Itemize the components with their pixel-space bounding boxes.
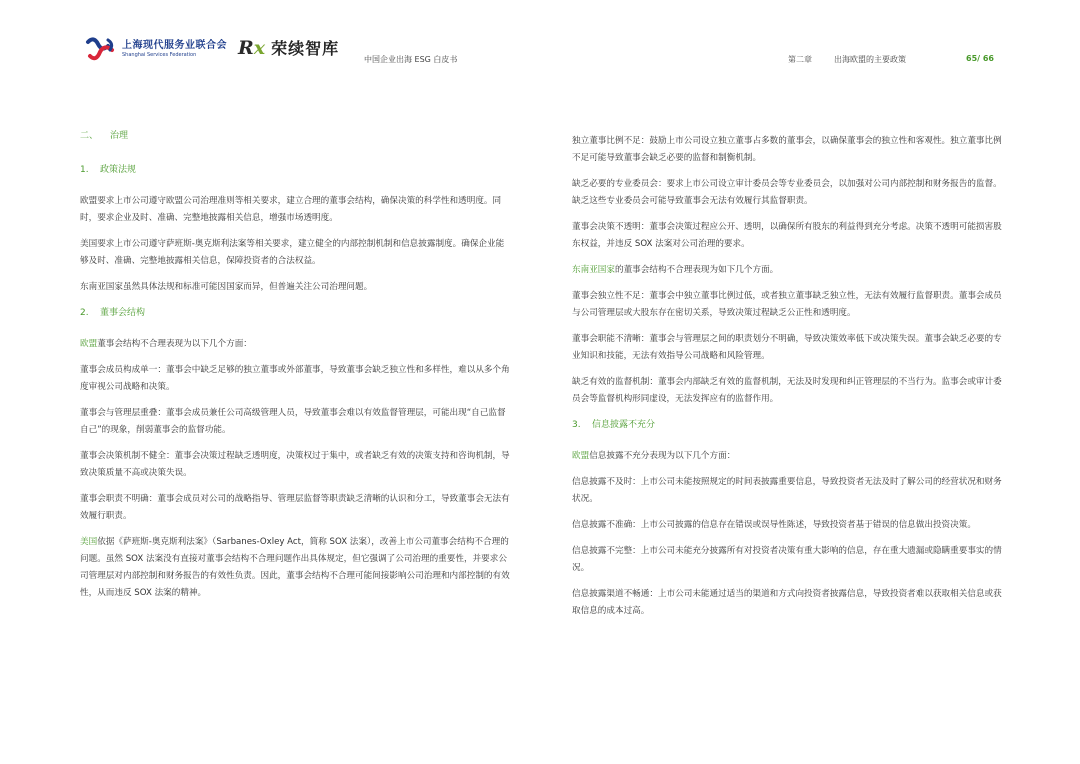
highlight-term: 欧盟 <box>572 451 590 461</box>
federation-name-en: Shanghai Services Federation <box>122 51 197 58</box>
left-column <box>80 128 512 611</box>
section-title: 治理 <box>110 131 129 141</box>
subsection-title: 政策法规 <box>100 165 137 175</box>
paragraph: 欧盟要求上市公司遵守欧盟公司治理准则等相关要求，建立合理的董事会结构，确保决策的科学性和透明度。同时，要求企业及时、准确、完整地披露相关信息，增强市场透明度。 <box>80 196 502 223</box>
federation-logo <box>84 36 227 62</box>
page-header <box>0 0 1080 80</box>
paragraph: 信息披露不准确：上市公司披露的信息存在错误或误导性陈述，导致投资者基于错误的信息做出投资决策。 <box>572 520 976 530</box>
right-column <box>572 133 1004 629</box>
paragraph: 缺乏有效的监督机制：董事会内部缺乏有效的监督机制，无法及时发现和纠正管理层的不当行为。监事会或审计委员会等监督机构形同虚设，无法发挥应有的监督作用。 <box>572 377 1002 404</box>
subsection-title: 董事会结构 <box>100 308 146 318</box>
subsection-title: 信息披露不充分 <box>592 420 656 430</box>
subsection-heading-board <box>80 305 512 322</box>
paragraph: 欧盟董事会结构不合理表现为以下几个方面： <box>80 339 252 349</box>
paragraph: 信息披露不完整：上市公司未能充分披露所有对投资者决策有重大影响的信息，存在重大遗漏或隐瞒重要事实的情况。 <box>572 546 1002 573</box>
paragraph: 董事会决策不透明：董事会决策过程应公开、透明，以确保所有股东的利益得到充分考虑。决策不透明可能损害股东权益，并违反 SOX 法案对公司治理的要求。 <box>572 222 1002 249</box>
paragraph: 信息披露渠道不畅通：上市公司未能通过适当的渠道和方式向投资者披露信息，导致投资者难以获取相关信息或获取信息的成本过高。 <box>572 589 1002 616</box>
page-number: 65/ 66 <box>966 54 994 63</box>
paragraph: 董事会职能不清晰：董事会与管理层之间的职责划分不明确，导致决策效率低下或决策失误。董事会缺乏必要的专业知识和技能，无法有效指导公司战略和风险管理。 <box>572 334 1002 361</box>
subsection-number: 1. <box>80 165 89 175</box>
paragraph: 董事会成员构成单一：董事会中缺乏足够的独立董事或外部董事，导致董事会缺乏独立性和多样性，难以从多个角度审视公司战略和决策。 <box>80 365 510 392</box>
paragraph: 欧盟信息披露不充分表现为以下几个方面： <box>572 451 736 461</box>
brand-name: 荣续智库 <box>271 39 340 58</box>
subsection-number: 3. <box>572 420 581 430</box>
section-heading <box>80 128 512 145</box>
paragraph: 东南亚国家虽然具体法规和标准可能因国家而异，但普遍关注公司治理问题。 <box>80 282 373 292</box>
paragraph: 董事会独立性不足：董事会中独立董事比例过低，或者独立董事缺乏独立性，无法有效履行监督职责。董事会成员与公司管理层或大股东存在密切关系，导致决策过程缺乏公正性和透明度。 <box>572 291 1002 318</box>
paragraph: 独立董事比例不足：鼓励上市公司设立独立董事占多数的董事会，以确保董事会的独立性和客观性。独立董事比例不足可能导致董事会缺乏必要的监督和制衡机制。 <box>572 136 1002 163</box>
chapter-label: 第二章 <box>788 55 812 64</box>
section-number: 二、 <box>80 131 99 141</box>
paragraph: 信息披露不及时：上市公司未能按照规定的时间表披露重要信息，导致投资者无法及时了解公司的经营状况和财务状况。 <box>572 477 1002 504</box>
document-title: 中国企业出海 ESG 白皮书 <box>364 55 458 64</box>
paragraph: 董事会职责不明确：董事会成员对公司的战略指导、管理层监督等职责缺乏清晰的认识和分工，导致董事会无法有效履行职责。 <box>80 494 510 521</box>
chapter-name: 出海欧盟的主要政策 <box>834 55 906 64</box>
brand-logo <box>238 36 339 59</box>
highlight-term: 欧盟 <box>80 339 98 349</box>
paragraph: 美国要求上市公司遵守萨班斯-奥克斯利法案等相关要求，建立健全的内部控制机制和信息披露制度。确保企业能够及时、准确、完整地披露相关信息，保障投资者的合法权益。 <box>80 239 505 266</box>
subsection-heading-policy <box>80 162 512 179</box>
brand-mark: Rx <box>238 36 266 59</box>
highlight-term: 东南亚国家 <box>572 265 615 275</box>
paragraph: 东南亚国家的董事会结构不合理表现为如下几个方面。 <box>572 265 779 275</box>
subsection-number: 2. <box>80 308 89 318</box>
highlight-term: 美国 <box>80 537 98 547</box>
paragraph: 缺乏必要的专业委员会：要求上市公司设立审计委员会等专业委员会，以加强对公司内部控制和财务报告的监督。缺乏这些专业委员会可能导致董事会无法有效履行其监督职责。 <box>572 179 1002 206</box>
federation-logo-icon <box>84 36 116 62</box>
federation-name-cn: 上海现代服务业联合会 <box>122 39 227 51</box>
paragraph: 美国依据《萨班斯-奥克斯利法案》（Sarbanes-Oxley Act，简称 SOX 法案），改善上市公司董事会结构不合理的问题。虽然 SOX 法案没有直接对董事会结构不合理问题作出具体规定，但它强调了公司治理的重要性，并要求公司管理层对内部控制和财务报告的有效性负责。因此，董事会结构不合理可能间接影响公司治理和内部控制的有效性，从而违反 SOX 法案的精神。 <box>80 537 510 598</box>
paragraph: 董事会决策机制不健全：董事会决策过程缺乏透明度，决策权过于集中，或者缺乏有效的决策支持和咨询机制，导致决策质量不高或决策失误。 <box>80 451 510 478</box>
subsection-heading-disclosure <box>572 417 1004 434</box>
paragraph: 董事会与管理层重叠：董事会成员兼任公司高级管理人员，导致董事会难以有效监督管理层，可能出现“自己监督自己”的现象，削弱董事会的监督功能。 <box>80 408 506 435</box>
